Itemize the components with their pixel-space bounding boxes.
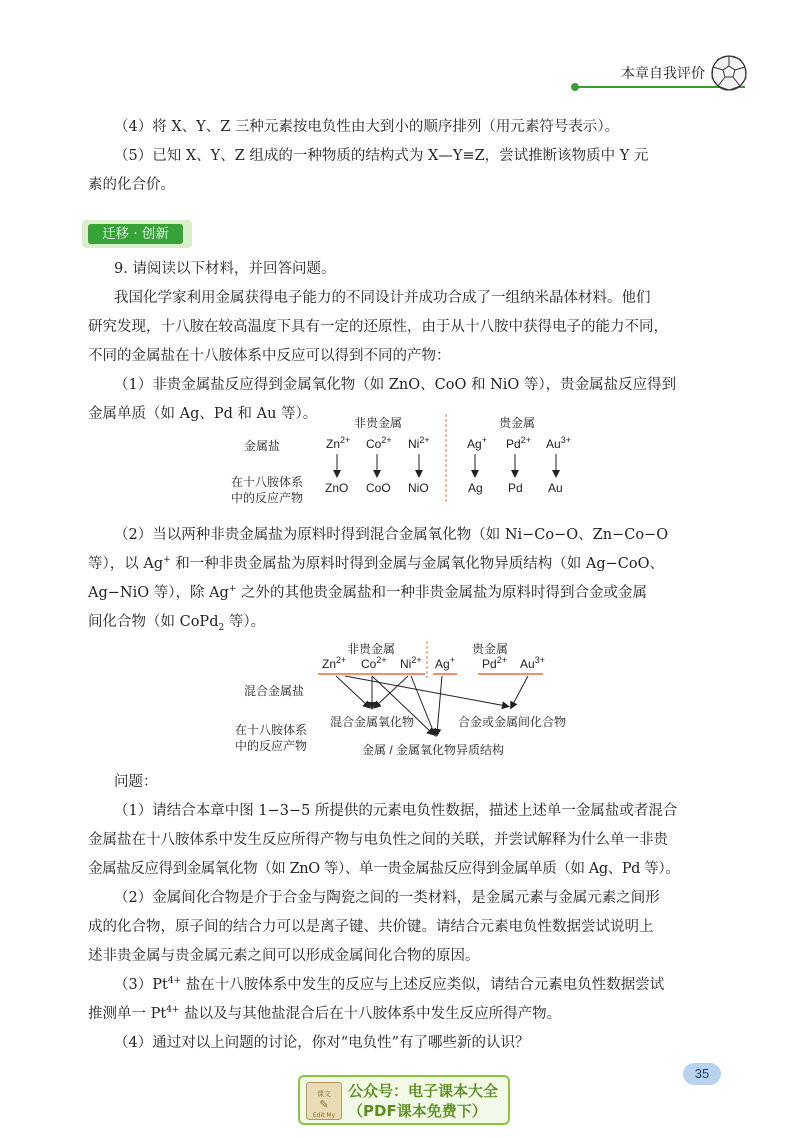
- question-8-4: （4）将 X、Y、Z 三种元素按电负性由大到小的顺序排列（用元素符号表示）。: [114, 119, 620, 135]
- page-number: 35: [683, 1063, 721, 1085]
- questions-q2-line1: （2）金属间化合物是介于合金与陶瓷之间的一类材料，是金属元素与金属元素之间形: [114, 890, 660, 906]
- diagram1-row-product-l2: 中的反应产物: [231, 491, 304, 505]
- watermark-line1: 公众号：电子课本大全: [348, 1082, 499, 1100]
- diagram1-row-product-l1: 在十八胺体系: [231, 475, 304, 489]
- questions-q4: （4）通过对以上问题的讨论，你对“电负性”有了哪些新的认识？: [114, 1035, 530, 1051]
- watermark-logo: 课文 ✎ Edit My: [306, 1082, 342, 1120]
- diagram1-group-nonnoble: 非贵金属: [354, 416, 403, 430]
- q9-item2-line1: （2）当以两种非贵金属盐为原料时得到混合金属氧化物（如 Ni−Co−O、Zn−Co−O: [114, 527, 669, 543]
- diagram2-reactant-zn: $Zn^{2+}$: [322, 655, 347, 671]
- questions-q2-line2: 成的化合物，原子间的结合力可以是离子键、共价键。请结合元素电负性数据尝试说明上: [88, 919, 654, 935]
- questions-heading: 问题：: [114, 774, 158, 790]
- questions-q2-line3: 述非贵金属与贵金属元素之间可以形成金属间化合物的原因。: [88, 948, 480, 964]
- q9-item2-line2: 等），以 Ag+ 和一种非贵金属盐为原料时得到金属与金属氧化物异质结构（如 Ag−CoO、: [88, 555, 665, 572]
- diagram1-product-au: Au: [548, 481, 563, 495]
- diagram1-reactant-ni: $Ni^{2+}$: [408, 435, 430, 451]
- diagram2-reactant-pd: $Pd^{2+}$: [482, 655, 507, 671]
- question-9-intro: 9. 请阅读以下材料，并回答问题。: [114, 261, 336, 277]
- q9-para-line2: 研究发现，十八胺在较高温度下具有一定的还原性，由于从十八胺中获得电子的能力不同，: [88, 319, 668, 335]
- diagram2-product-heterostructure: 金属 / 金属氧化物异质结构: [362, 743, 505, 757]
- diagram1-row-salt: 金属盐: [244, 439, 281, 453]
- diagram2-product-alloy: 合金或金属间化合物: [458, 715, 567, 729]
- q9-item1-line1: （1）非贵金属盐反应得到金属氧化物（如 ZnO、CoO 和 NiO 等），贵金属盐反应得到: [114, 377, 677, 393]
- q9-item1-line2: 金属单质（如 Ag、Pd 和 Au 等）。: [88, 406, 318, 422]
- diagram1-reactant-co: $Co^{2+}$: [366, 435, 392, 451]
- section-tag: 迁移 · 创新: [88, 224, 183, 244]
- diagram2-row-product-l1: 在十八胺体系: [235, 723, 308, 737]
- question-8-5-line1: （5）已知 X、Y、Z 组成的一种物质的结构式为 X—Y≡Z，尝试推断该物质中 Y 元: [114, 148, 649, 164]
- diagram2-group-nonnoble: 非贵金属: [347, 642, 396, 656]
- diagram1-product-coo: CoO: [366, 481, 391, 495]
- questions-q1-line3: 金属盐反应得到金属氧化物（如 ZnO 等）、单一贵金属盐反应得到金属单质（如 Ag、Pd 等）。: [88, 861, 680, 877]
- questions-q3-line1: $(3)Pt^{4+}$ 盐在十八胺体系中发生的反应与上述反应类似，请结合元素电负性数据尝试: [114, 976, 665, 993]
- diagram2-row-product-l2: 中的反应产物: [235, 739, 308, 753]
- diagram2-row-salt: 混合金属盐: [244, 684, 305, 698]
- diagram2-product-mixed-oxide: 混合金属氧化物: [330, 715, 415, 729]
- diagram1-reactant-zn: $Zn^{2+}$: [326, 435, 351, 451]
- diagram1-group-noble: 贵金属: [499, 416, 536, 430]
- diagram2-reactant-au: $Au^{3+}$: [520, 655, 545, 671]
- diagram2-reactant-ni: $Ni^{2+}$: [400, 655, 422, 671]
- diagram1-product-nio: NiO: [408, 481, 429, 495]
- chapter-header-title: 本章自我评价: [621, 66, 705, 82]
- diagram2-group-noble: 贵金属: [472, 642, 509, 656]
- diagram1-product-ag: Ag: [468, 481, 483, 495]
- questions-q1-line2: 金属盐在十八胺体系中发生反应所得产物与电负性之间的关联，并尝试解释为什么单一非贵: [88, 832, 668, 848]
- watermark-banner: [298, 1075, 510, 1125]
- diagram1-reactant-ag: Ag+: [467, 435, 487, 451]
- diagram1-reactant-au: $Au^{3+}$: [546, 435, 571, 451]
- diagram1-product-pd: Pd: [508, 481, 523, 495]
- q9-para-line1: 我国化学家利用金属获得电子能力的不同设计并成功合成了一组纳米晶体材料。他们: [114, 290, 651, 306]
- questions-q1-line1: （1）请结合本章中图 1−3−5 所提供的元素电负性数据，描述上述单一金属盐或者混合: [114, 803, 678, 819]
- question-8-5-line2: 素的化合价。: [88, 177, 175, 193]
- q9-item2-line3: Ag−NiO 等），除 Ag+ 之外的其他贵金属盐和一种非贵金属盐为原料时得到合金或金属: [88, 584, 647, 601]
- watermark-line2: （PDF课本免费下）: [348, 1102, 487, 1120]
- questions-q3-line2: 推测单一 $Pt^{4+}$ 盐以及与其他盐混合后在十八胺体系中发生反应所得产物。: [88, 1005, 562, 1022]
- q9-item2-line4: 间化合物（如 CoPd$_2$ 等）。: [88, 614, 266, 633]
- diagram2-reactant-ag: Ag+: [435, 655, 455, 671]
- q9-para-line3: 不同的金属盐在十八胺体系中反应可以得到不同的产物：: [88, 348, 451, 364]
- diagram2-reactant-co: $Co^{2+}$: [361, 655, 387, 671]
- diagram1-reactant-pd: $Pd^{2+}$: [506, 435, 531, 451]
- diagram1-product-zno: ZnO: [325, 481, 349, 495]
